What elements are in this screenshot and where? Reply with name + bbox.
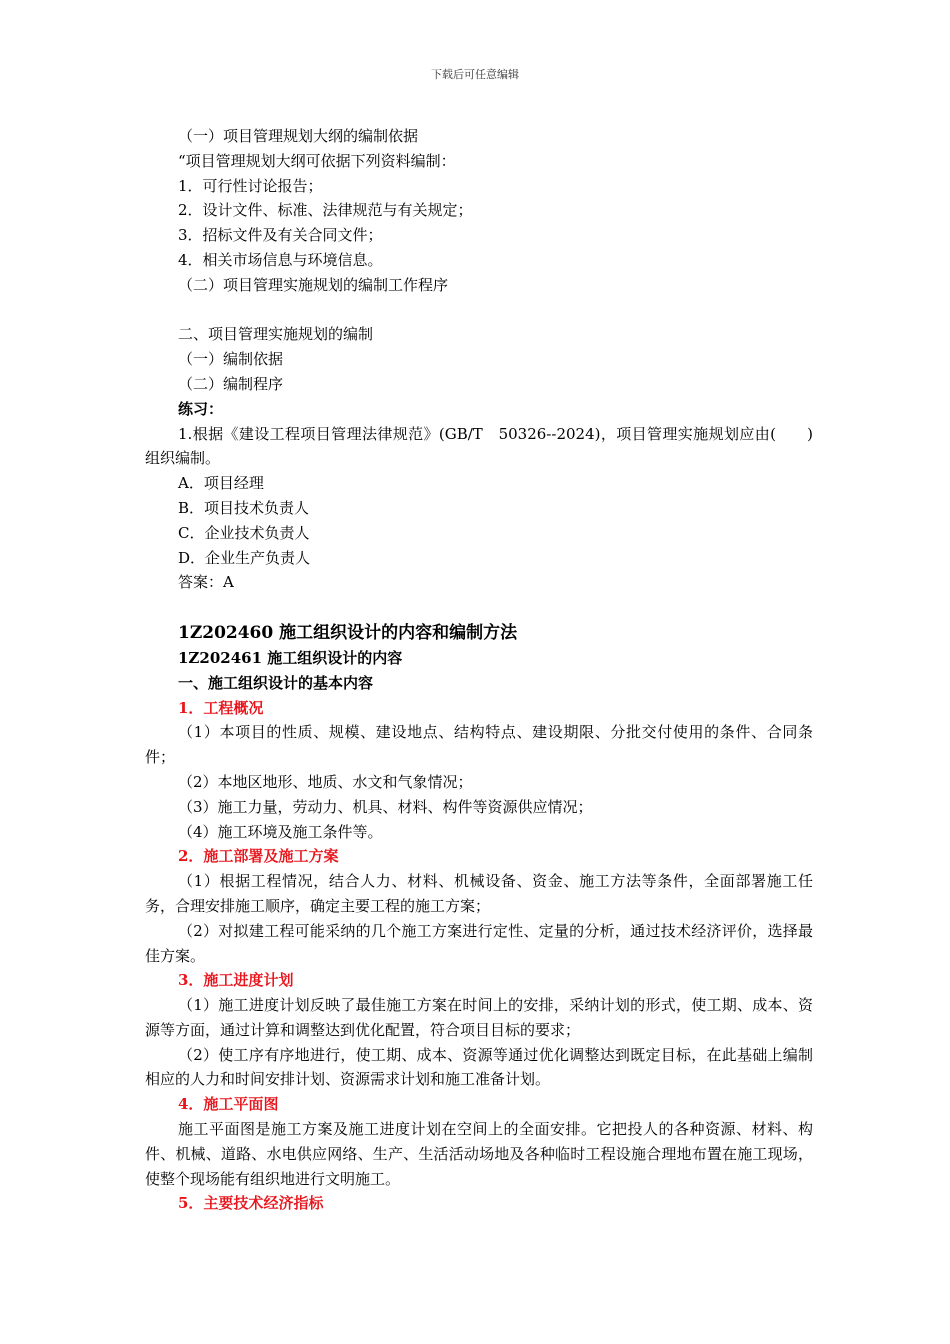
item-heading: 2．施工部署及施工方案	[178, 847, 339, 866]
item-heading: 4．施工平面图	[178, 1095, 279, 1114]
list-item: 4．相关市场信息与环境信息。	[178, 250, 383, 269]
section-heading: 二、项目管理实施规划的编制	[178, 325, 374, 344]
option-b: B．项目技术负责人	[178, 498, 310, 517]
chapter-heading: 1Z202460 施工组织设计的内容和编制方法	[178, 622, 518, 643]
paragraph: （1）根据工程情况，结合人力、材料、机械设备、资金、施工方法等条件，全面部署施工任务，合理安排施工顺序，确定主要工程的施工方案；	[145, 872, 813, 915]
paragraph-intro: “项目管理规划大纲可依据下列资料编制：	[178, 151, 456, 170]
spacer	[145, 595, 813, 620]
heading-procedure: （二）项目管理实施规划的编制工作程序	[178, 275, 449, 294]
question-text: 1.根据《建设工程项目管理法律规范》(GB/T 50326--2024)，项目管理实施规划应由( )组织编制。	[145, 424, 813, 468]
item-heading: 5．主要技术经济指标	[178, 1194, 324, 1213]
option-d: D．企业生产负责人	[178, 548, 311, 567]
heading-outline-basis: （一）项目管理规划大纲的编制依据	[178, 127, 419, 145]
exercise-label: 练习：	[178, 399, 224, 418]
document-body	[145, 124, 813, 1216]
item-heading: 3．施工进度计划	[178, 971, 294, 990]
option-c: C．企业技术负责人	[178, 523, 310, 542]
option-a: A．项目经理	[178, 474, 264, 493]
paragraph: （1）本项目的性质、规模、建设地点、结构特点、建设期限、分批交付使用的条件、合同条件；	[145, 723, 813, 767]
subsection-heading: 一、施工组织设计的基本内容	[178, 673, 374, 692]
item-heading: 1．工程概况	[178, 698, 264, 717]
paragraph: （4）施工环境及施工条件等。	[178, 822, 383, 841]
list-item: 2．设计文件、标准、法律规范与有关规定；	[178, 201, 473, 220]
list-item: 1．可行性讨论报告；	[178, 176, 323, 195]
page-header: 下载后可任意编辑	[431, 68, 519, 81]
paragraph: （3）施工力量，劳动力、机具、材料、构件等资源供应情况；	[178, 797, 593, 816]
answer: 答案：A	[178, 573, 234, 592]
paragraph: 施工平面图是施工方案及施工进度计划在空间上的全面安排。它把投人的各种资源、材料、构件、机械、道路、水电供应网络、生产、生活活动场地及各种临时工程设施合理地布置在施工现场，使整个现场能有组织地进行文明施工。	[145, 1120, 813, 1188]
spacer	[145, 298, 813, 323]
paragraph: （2）使工序有序地进行，使工期、成本、资源等通过优化调整达到既定目标，在此基础上编制相应的人力和时间安排计划、资源需求计划和施工准备计划。	[145, 1045, 813, 1089]
section-heading: 1Z202461 施工组织设计的内容	[178, 648, 403, 667]
paragraph: （2）对拟建工程可能采纳的几个施工方案进行定性、定量的分析，通过技术经济评价，选择最佳方案。	[145, 921, 813, 965]
paragraph: （1）施工进度计划反映了最佳施工方案在时间上的安排，采纳计划的形式，使工期、成本、资源等方面，通过计算和调整达到优化配置，符合项目目标的要求；	[145, 996, 813, 1039]
list-item: 3．招标文件及有关合同文件；	[178, 226, 383, 245]
subheading: （二）编制程序	[178, 374, 284, 393]
paragraph: （2）本地区地形、地质、水文和气象情况；	[178, 772, 473, 791]
subheading: （一）编制依据	[178, 350, 284, 369]
